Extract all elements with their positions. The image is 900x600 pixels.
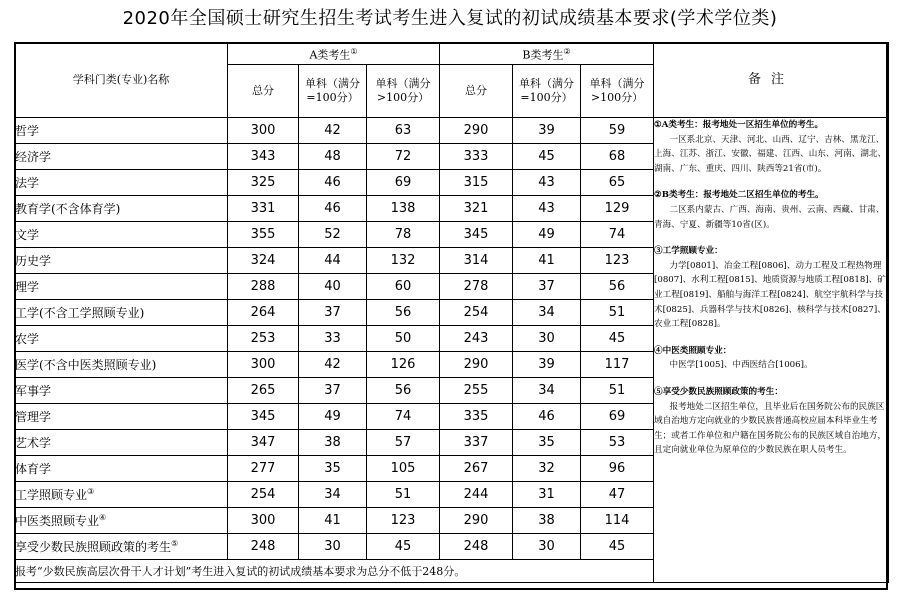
subject-name: 历史学: [15, 248, 228, 274]
b-single-over-100-cell: 117: [581, 352, 654, 378]
b-single-100-cell: 30: [513, 326, 581, 352]
a-total-header: 总分: [228, 65, 299, 118]
b-single-over-100-cell: 56: [581, 274, 654, 300]
a-single-over-100-cell: 138: [367, 196, 440, 222]
subject-name: 哲学: [15, 118, 228, 144]
a-single-100-cell: 44: [299, 248, 367, 274]
b-single-100-cell: 49: [513, 222, 581, 248]
b-total-cell: 345: [440, 222, 513, 248]
subject-name: 文学: [15, 222, 228, 248]
a-total-cell: 277: [228, 456, 299, 482]
subject-name: 军事学: [15, 378, 228, 404]
a-single-over-100-cell: 51: [367, 482, 440, 508]
note-title: ③工学照顾专业：: [654, 246, 723, 257]
b-single-over-100-cell: 129: [581, 196, 654, 222]
b-single-over-100-cell: 51: [581, 300, 654, 326]
group-a-header: A类考生①: [228, 43, 440, 65]
b-total-cell: 321: [440, 196, 513, 222]
a-single-100-cell: 37: [299, 300, 367, 326]
a-single-100-cell: 46: [299, 196, 367, 222]
b-total-cell: 278: [440, 274, 513, 300]
a-single-over-100-cell: 57: [367, 430, 440, 456]
b-total-cell: 314: [440, 248, 513, 274]
b-total-cell: 290: [440, 508, 513, 534]
note-title: ⑤享受少数民族照顾政策的考生：: [654, 386, 783, 397]
a-total-cell: 254: [228, 482, 299, 508]
a-single-100-cell: 42: [299, 118, 367, 144]
a-total-cell: 253: [228, 326, 299, 352]
subject-name: 经济学: [15, 144, 228, 170]
a-single-100-cell: 38: [299, 430, 367, 456]
a-total-cell: 355: [228, 222, 299, 248]
b-single-over-100-cell: 123: [581, 248, 654, 274]
page-title: 2020年全国硕士研究生招生考试考生进入复试的初试成绩基本要求(学术学位类): [122, 8, 778, 29]
b-single-over-100-header: 单科（满分>100分）: [581, 65, 654, 118]
b-total-cell: 335: [440, 404, 513, 430]
a-total-cell: 248: [228, 534, 299, 560]
subject-name: 工学照顾专业③: [15, 482, 228, 508]
b-total-cell: 337: [440, 430, 513, 456]
b-single-over-100-cell: 53: [581, 430, 654, 456]
b-single-over-100-cell: 74: [581, 222, 654, 248]
a-single-100-cell: 48: [299, 144, 367, 170]
a-total-cell: 331: [228, 196, 299, 222]
a-single-over-100-cell: 63: [367, 118, 440, 144]
b-total-cell: 315: [440, 170, 513, 196]
b-single-100-cell: 39: [513, 118, 581, 144]
subject-name: 管理学: [15, 404, 228, 430]
a-single-over-100-cell: 78: [367, 222, 440, 248]
subject-name: 中医类照顾专业④: [15, 508, 228, 534]
note-title: ④中医类照顾专业：: [654, 345, 732, 356]
a-single-over-100-cell: 50: [367, 326, 440, 352]
a-single-100-cell: 37: [299, 378, 367, 404]
a-single-100-cell: 52: [299, 222, 367, 248]
b-single-100-cell: 39: [513, 352, 581, 378]
b-single-100-cell: 32: [513, 456, 581, 482]
b-total-cell: 290: [440, 118, 513, 144]
b-single-100-cell: 35: [513, 430, 581, 456]
subject-name: 享受少数民族照顾政策的考生⑤: [15, 534, 228, 560]
b-total-cell: 254: [440, 300, 513, 326]
subject-name: 法学: [15, 170, 228, 196]
subject-name: 医学(不含中医类照顾专业): [15, 352, 228, 378]
b-single-over-100-cell: 65: [581, 170, 654, 196]
b-single-over-100-cell: 96: [581, 456, 654, 482]
b-total-cell: 243: [440, 326, 513, 352]
a-total-cell: 343: [228, 144, 299, 170]
b-total-cell: 267: [440, 456, 513, 482]
a-single-over-100-cell: 56: [367, 378, 440, 404]
subject-name: 工学(不含工学照顾专业): [15, 300, 228, 326]
subject-name: 理学: [15, 274, 228, 300]
note-body: 二区系内蒙古、广西、海南、贵州、云南、西藏、甘肃、青海、宁夏、新疆等10省(区)。: [654, 204, 885, 230]
a-single-100-cell: 30: [299, 534, 367, 560]
a-total-cell: 345: [228, 404, 299, 430]
a-total-cell: 300: [228, 508, 299, 534]
b-single-100-cell: 45: [513, 144, 581, 170]
b-total-cell: 244: [440, 482, 513, 508]
a-single-over-100-cell: 132: [367, 248, 440, 274]
a-single-100-cell: 46: [299, 170, 367, 196]
a-total-cell: 300: [228, 118, 299, 144]
subject-name: 教育学(不含体育学): [15, 196, 228, 222]
a-single-over-100-header: 单科（满分>100分）: [367, 65, 440, 118]
a-single-100-cell: 49: [299, 404, 367, 430]
b-single-over-100-cell: 45: [581, 326, 654, 352]
b-total-cell: 290: [440, 352, 513, 378]
a-single-over-100-cell: 126: [367, 352, 440, 378]
table-outer-border: [14, 42, 888, 590]
note-body: 中医学[1005]、中西医结合[1006]。: [669, 360, 813, 371]
b-single-over-100-cell: 59: [581, 118, 654, 144]
a-single-100-cell: 40: [299, 274, 367, 300]
a-single-over-100-cell: 123: [367, 508, 440, 534]
b-single-over-100-cell: 68: [581, 144, 654, 170]
b-single-100-cell: 30: [513, 534, 581, 560]
b-single-100-cell: 31: [513, 482, 581, 508]
b-single-100-cell: 34: [513, 378, 581, 404]
subject-name: 农学: [15, 326, 228, 352]
b-single-over-100-cell: 45: [581, 534, 654, 560]
note-body: 力学[0801]、冶金工程[0806]、动力工程及工程热物理[0807]、水利工程[0815]、地质资源与地质工程[0818]、矿业工程[0819]、船舶与海洋工程[0824]、航空宇航科学与技术[0825]、兵器科学与技术[0826]、核科学与技术[0827]、农业工程[0828]。: [654, 260, 886, 330]
group-b-header: B类考生②: [440, 43, 654, 65]
b-single-over-100-cell: 51: [581, 378, 654, 404]
a-total-cell: 288: [228, 274, 299, 300]
a-single-over-100-cell: 56: [367, 300, 440, 326]
subject-name: 艺术学: [15, 430, 228, 456]
subject-name: 体育学: [15, 456, 228, 482]
a-single-100-cell: 34: [299, 482, 367, 508]
b-single-100-header: 单科（满分=100分）: [513, 65, 581, 118]
b-total-cell: 255: [440, 378, 513, 404]
b-single-100-cell: 43: [513, 170, 581, 196]
note-body: 一区系北京、天津、河北、山西、辽宁、吉林、黑龙江、上海、江苏、浙江、安徽、福建、江西、山东、河南、湖北、湖南、广东、重庆、四川、陕西等21省(市)。: [654, 134, 887, 174]
a-single-over-100-cell: 74: [367, 404, 440, 430]
a-single-100-cell: 33: [299, 326, 367, 352]
a-total-cell: 347: [228, 430, 299, 456]
subject-header: 学科门类(专业)名称: [15, 43, 228, 118]
a-total-cell: 264: [228, 300, 299, 326]
note-title: ②B类考生：报考地处二区招生单位的考生。: [654, 190, 824, 201]
note-title: ①A类考生：报考地处一区招生单位的考生。: [654, 120, 824, 130]
b-single-100-cell: 37: [513, 274, 581, 300]
a-single-over-100-cell: 60: [367, 274, 440, 300]
a-single-100-cell: 41: [299, 508, 367, 534]
a-single-100-header: 单科（满分=100分）: [299, 65, 367, 118]
a-total-cell: 325: [228, 170, 299, 196]
note-body: 报考地处二区招生单位，且毕业后在国务院公布的民族区域自治地方定向就业的少数民族普通高校应届本科毕业生考生；或者工作单位和户籍在国务院公布的民族区域自治地方，且定向就业单位为原单位的少数民族在职人员考生。: [654, 401, 887, 456]
b-single-100-cell: 43: [513, 196, 581, 222]
a-single-over-100-cell: 45: [367, 534, 440, 560]
b-single-over-100-cell: 69: [581, 404, 654, 430]
a-single-over-100-cell: 69: [367, 170, 440, 196]
b-single-over-100-cell: 47: [581, 482, 654, 508]
notes-header: 备注: [654, 43, 889, 118]
a-total-cell: 265: [228, 378, 299, 404]
b-single-100-cell: 34: [513, 300, 581, 326]
b-single-over-100-cell: 114: [581, 508, 654, 534]
a-single-100-cell: 42: [299, 352, 367, 378]
a-single-over-100-cell: 72: [367, 144, 440, 170]
a-total-cell: 324: [228, 248, 299, 274]
b-single-100-cell: 46: [513, 404, 581, 430]
b-total-cell: 248: [440, 534, 513, 560]
a-total-cell: 300: [228, 352, 299, 378]
b-total-header: 总分: [440, 65, 513, 118]
b-total-cell: 333: [440, 144, 513, 170]
footer-note: 报考“少数民族高层次骨干人才计划”考生进入复试的初试成绩基本要求为总分不低于248分。: [15, 560, 654, 583]
a-single-over-100-cell: 105: [367, 456, 440, 482]
b-single-100-cell: 41: [513, 248, 581, 274]
b-single-100-cell: 38: [513, 508, 581, 534]
a-single-100-cell: 35: [299, 456, 367, 482]
